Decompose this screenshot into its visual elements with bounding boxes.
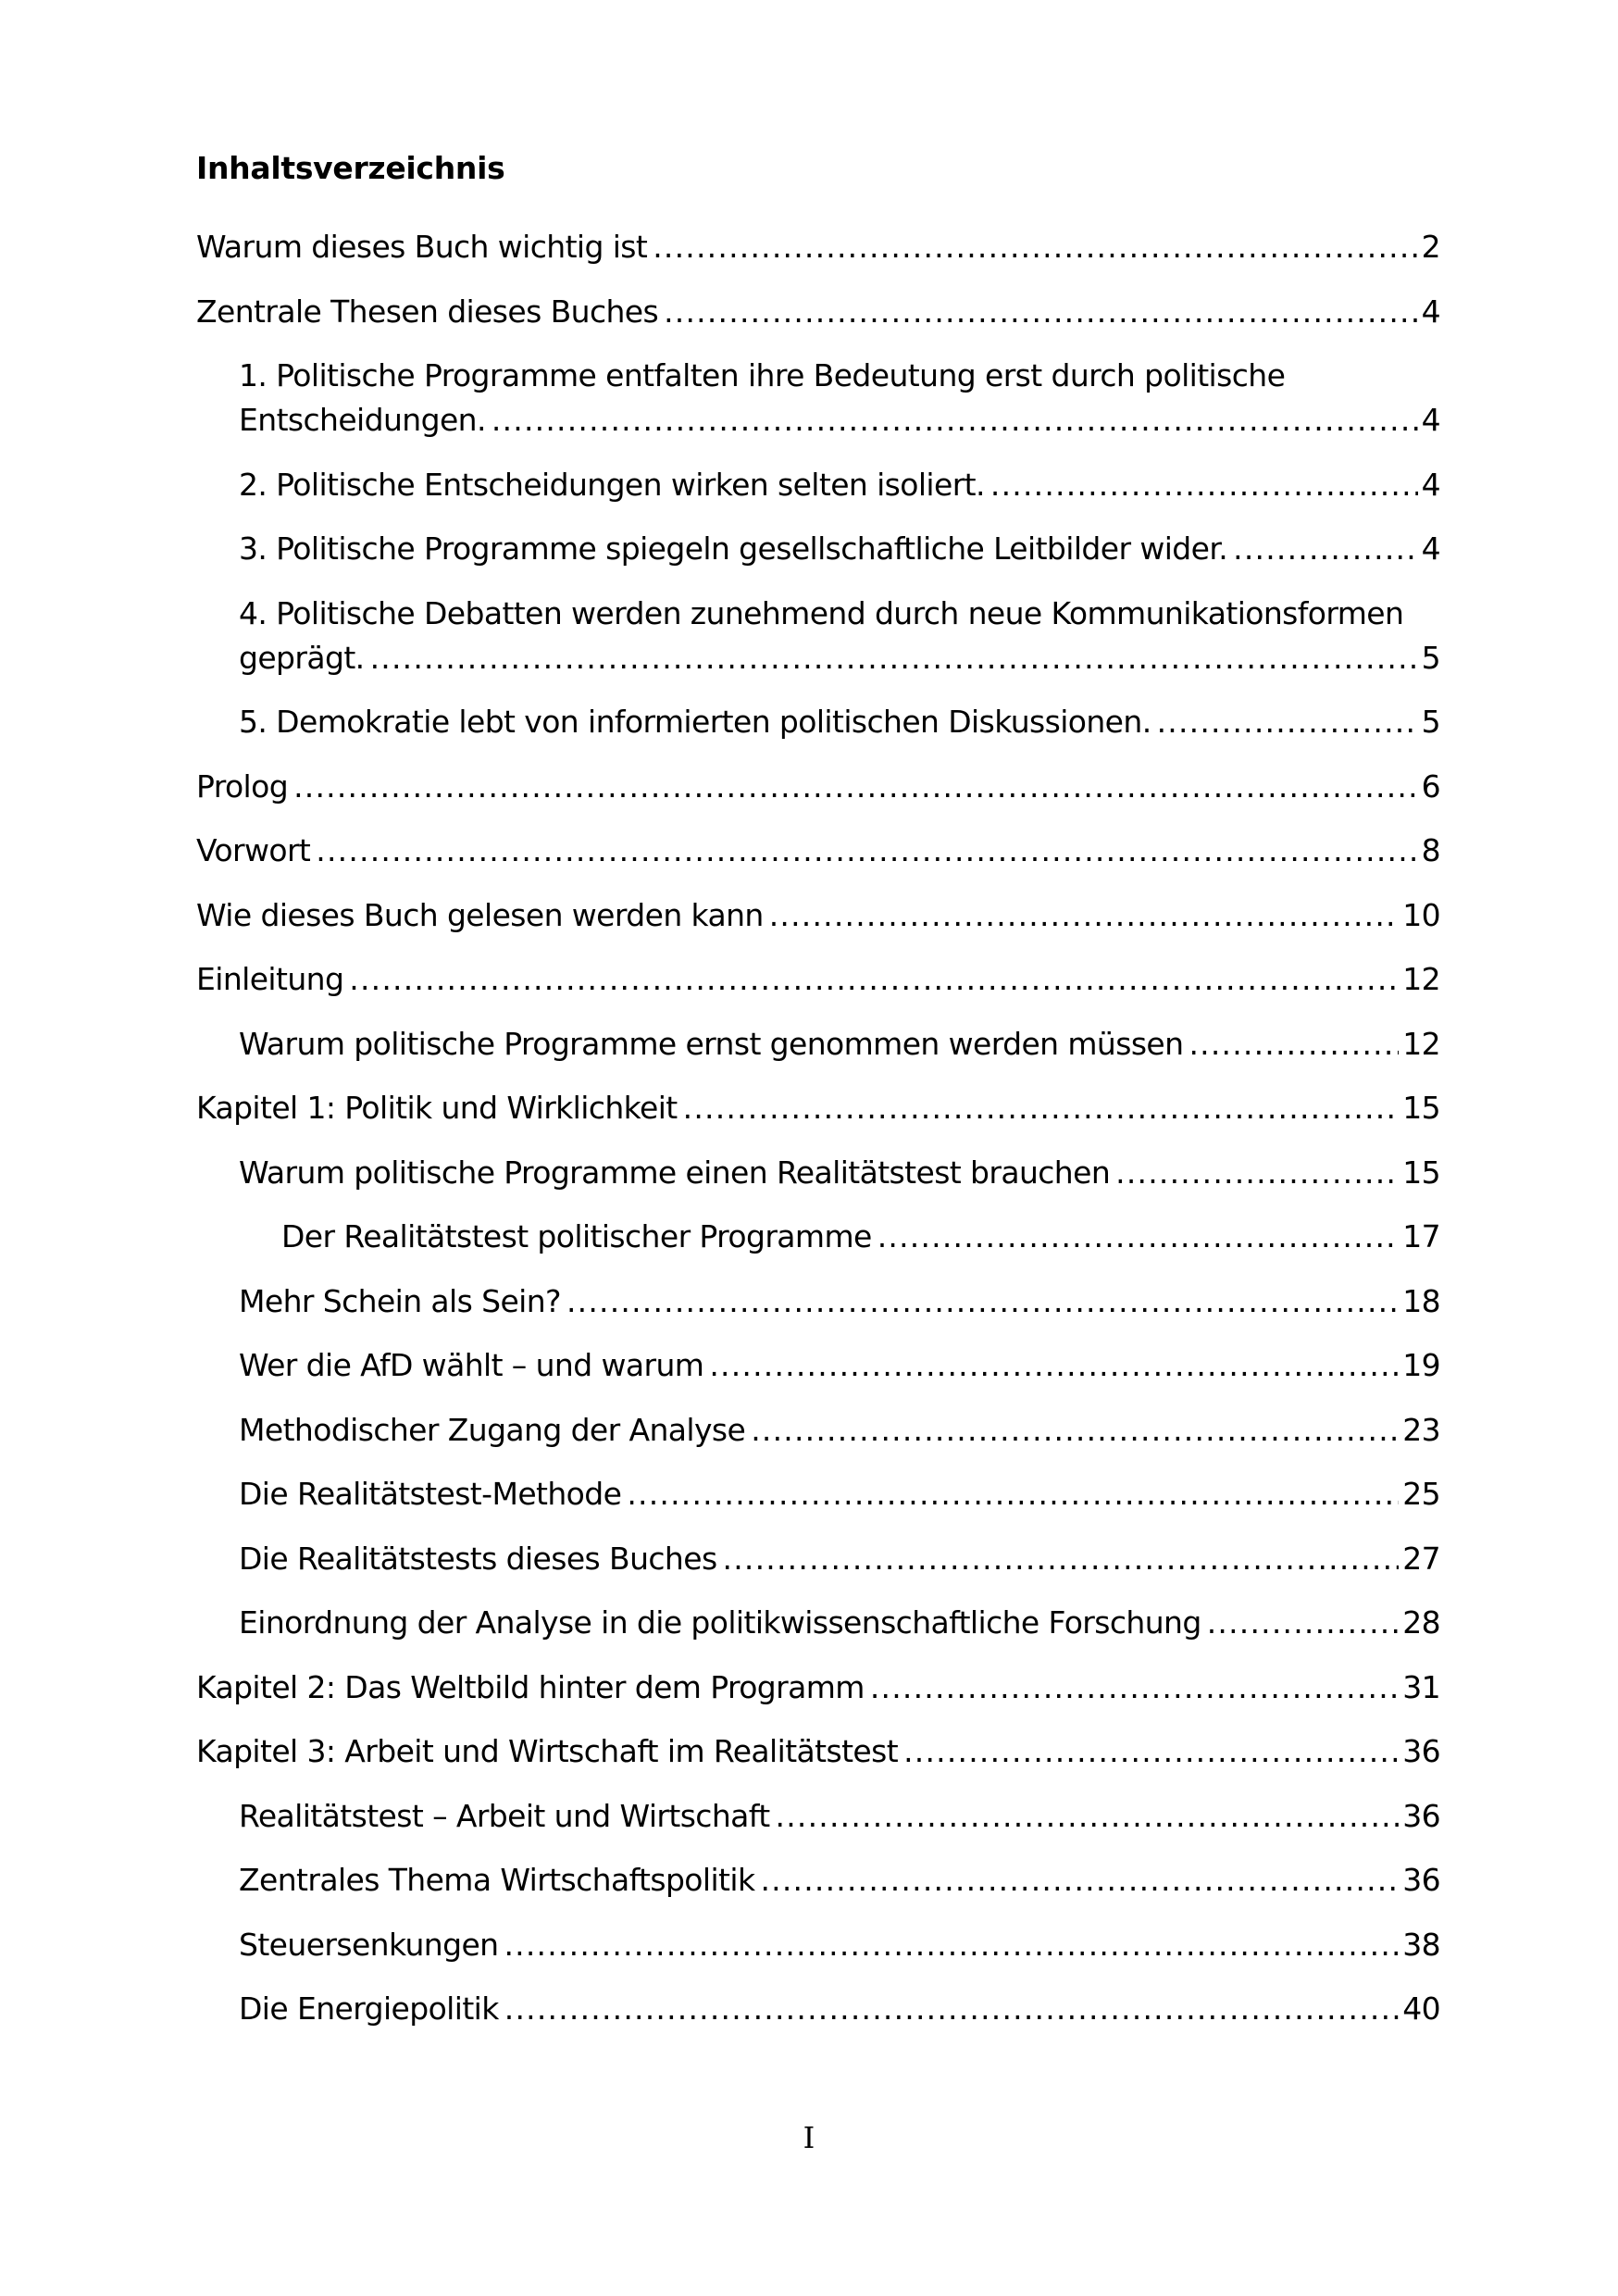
toc-title: Inhaltsverzeichnis xyxy=(196,150,505,186)
toc-entry[interactable] xyxy=(196,765,1440,809)
dot-leader xyxy=(990,463,1418,507)
toc-entry-title: Zentrales Thema Wirtschaftspolitik xyxy=(239,1862,755,1898)
toc-entry-page: 8 xyxy=(1421,832,1440,868)
toc-entry[interactable] xyxy=(196,225,1440,269)
toc-entry[interactable] xyxy=(196,1729,1440,1774)
toc-entry-title: Einleitung xyxy=(196,961,344,997)
dot-leader xyxy=(664,290,1417,334)
toc-entry-page: 6 xyxy=(1421,767,1440,805)
toc-entry-title: Warum politische Programme einen Realitätstest brauchen xyxy=(239,1154,1111,1191)
toc-entry-title: Wer die AfD wählt – und warum xyxy=(239,1347,704,1383)
toc-entry-title: Einordnung der Analyse in die politikwissenschaftliche Forschung xyxy=(239,1604,1201,1641)
toc-entry[interactable] xyxy=(196,1666,1440,1710)
toc-entry-page: 4 xyxy=(1421,293,1440,330)
table-of-contents xyxy=(196,225,1440,2052)
toc-entry-title: Mehr Schein als Sein? xyxy=(239,1282,561,1319)
toc-entry-page: 23 xyxy=(1402,1411,1440,1448)
toc-entry[interactable] xyxy=(239,700,1440,744)
toc-entry-title: Steuersenkungen xyxy=(239,1926,499,1963)
toc-entry-page: 5 xyxy=(1421,639,1440,676)
toc-entry[interactable] xyxy=(239,1987,1440,2031)
dot-leader xyxy=(627,1472,1399,1516)
toc-entry[interactable] xyxy=(239,592,1440,680)
toc-entry-page: 18 xyxy=(1402,1282,1440,1319)
dot-leader xyxy=(316,829,1417,873)
toc-entry-page: 15 xyxy=(1402,1154,1440,1191)
toc-entry-title: Die Realitätstest-Methode xyxy=(239,1476,622,1512)
toc-entry-page: 36 xyxy=(1402,1862,1440,1898)
dot-leader xyxy=(751,1408,1399,1453)
toc-entry[interactable] xyxy=(196,893,1440,938)
toc-entry[interactable] xyxy=(239,1151,1440,1195)
toc-entry[interactable] xyxy=(239,1022,1440,1067)
toc-entry-title: 3. Politische Programme spiegeln gesellschaftliche Leitbilder wider. xyxy=(239,530,1228,567)
dot-leader xyxy=(1207,1601,1399,1645)
dot-leader xyxy=(877,1215,1399,1259)
toc-entry-title: Zentrale Thesen dieses Buches xyxy=(196,293,659,330)
toc-entry-page: 4 xyxy=(1421,466,1440,503)
dot-leader xyxy=(1157,700,1418,744)
dot-leader xyxy=(293,765,1418,809)
toc-entry-page: 28 xyxy=(1402,1604,1440,1641)
toc-entry-title: Vorwort xyxy=(196,832,311,868)
dot-leader xyxy=(870,1666,1399,1710)
toc-entry-page: 4 xyxy=(1421,402,1440,438)
toc-entry-page: 38 xyxy=(1402,1926,1440,1963)
toc-entry-page: 12 xyxy=(1402,961,1440,997)
toc-entry-title-continued: geprägt. xyxy=(239,639,365,676)
toc-entry-page: 15 xyxy=(1402,1090,1440,1126)
toc-entry-page: 40 xyxy=(1402,1990,1440,2027)
toc-entry-title: Kapitel 2: Das Weltbild hinter dem Programm xyxy=(196,1668,865,1705)
toc-entry[interactable] xyxy=(196,1086,1440,1130)
toc-entry-title: Die Realitätstests dieses Buches xyxy=(239,1540,717,1577)
toc-entry-title-continued: Entscheidungen. xyxy=(239,402,486,438)
toc-entry[interactable] xyxy=(239,1794,1440,1839)
toc-entry-title: Kapitel 1: Politik und Wirklichkeit xyxy=(196,1090,678,1126)
dot-leader xyxy=(653,225,1417,269)
toc-entry-page: 12 xyxy=(1402,1025,1440,1062)
page-number: I xyxy=(803,2120,815,2155)
dot-leader xyxy=(769,893,1399,938)
toc-entry-title: 1. Politische Programme entfalten ihre Bedeutung erst durch politische xyxy=(239,357,1286,393)
toc-entry-page: 2 xyxy=(1421,229,1440,265)
toc-entry[interactable] xyxy=(239,1472,1440,1516)
dot-leader xyxy=(1115,1151,1399,1195)
toc-entry-title: 4. Politische Debatten werden zunehmend durch neue Kommunikationsformen xyxy=(239,594,1404,631)
dot-leader xyxy=(683,1086,1400,1130)
toc-entry-title: Der Realitätstest politischer Programme xyxy=(281,1218,872,1254)
toc-entry-title: Prolog xyxy=(196,767,289,805)
toc-entry[interactable] xyxy=(281,1215,1440,1259)
toc-entry-title: Wie dieses Buch gelesen werden kann xyxy=(196,896,764,933)
dot-leader xyxy=(492,398,1418,443)
toc-entry[interactable] xyxy=(196,957,1440,1002)
toc-entry[interactable] xyxy=(239,1537,1440,1581)
dot-leader xyxy=(349,957,1399,1002)
dot-leader xyxy=(566,1279,1399,1324)
dot-leader xyxy=(1233,527,1417,571)
toc-entry[interactable] xyxy=(239,463,1440,507)
toc-entry-title: Warum dieses Buch wichtig ist xyxy=(196,229,648,265)
toc-entry-title: Kapitel 3: Arbeit und Wirtschaft im Realitätstest xyxy=(196,1733,899,1769)
toc-entry-title: 5. Demokratie lebt von informierten politischen Diskussionen. xyxy=(239,704,1151,740)
toc-entry-page: 36 xyxy=(1402,1733,1440,1769)
toc-entry[interactable] xyxy=(239,1343,1440,1388)
toc-entry-page: 5 xyxy=(1421,704,1440,740)
toc-entry-title: Realitätstest – Arbeit und Wirtschaft xyxy=(239,1797,770,1834)
toc-entry[interactable] xyxy=(196,829,1440,873)
toc-entry-page: 31 xyxy=(1402,1668,1440,1705)
dot-leader xyxy=(723,1537,1400,1581)
toc-entry[interactable] xyxy=(196,290,1440,334)
dot-leader xyxy=(1189,1022,1399,1067)
toc-entry[interactable] xyxy=(239,1279,1440,1324)
toc-entry-page: 17 xyxy=(1402,1218,1440,1254)
toc-entry-title: Die Energiepolitik xyxy=(239,1990,499,2027)
toc-entry-page: 19 xyxy=(1402,1347,1440,1383)
toc-entry[interactable] xyxy=(239,1858,1440,1903)
toc-entry-page: 4 xyxy=(1421,530,1440,567)
toc-entry[interactable] xyxy=(239,1601,1440,1645)
dot-leader xyxy=(504,1923,1399,1967)
dot-leader xyxy=(709,1343,1399,1388)
toc-entry[interactable] xyxy=(239,1923,1440,1967)
dot-leader xyxy=(903,1729,1399,1774)
toc-entry-title: Warum politische Programme ernst genommen werden müssen xyxy=(239,1025,1184,1062)
toc-entry-title: 2. Politische Entscheidungen wirken selten isoliert. xyxy=(239,466,985,503)
toc-entry-page: 10 xyxy=(1402,896,1440,933)
toc-entry-page: 27 xyxy=(1402,1540,1440,1577)
dot-leader xyxy=(370,636,1418,680)
dot-leader xyxy=(504,1987,1399,2031)
toc-entry-page: 36 xyxy=(1402,1797,1440,1834)
dot-leader xyxy=(776,1794,1400,1839)
toc-entry-title: Methodischer Zugang der Analyse xyxy=(239,1411,746,1448)
dot-leader xyxy=(760,1858,1399,1903)
toc-entry[interactable] xyxy=(239,527,1440,571)
toc-entry-page: 25 xyxy=(1402,1476,1440,1512)
toc-entry[interactable] xyxy=(239,354,1440,443)
toc-entry[interactable] xyxy=(239,1408,1440,1453)
